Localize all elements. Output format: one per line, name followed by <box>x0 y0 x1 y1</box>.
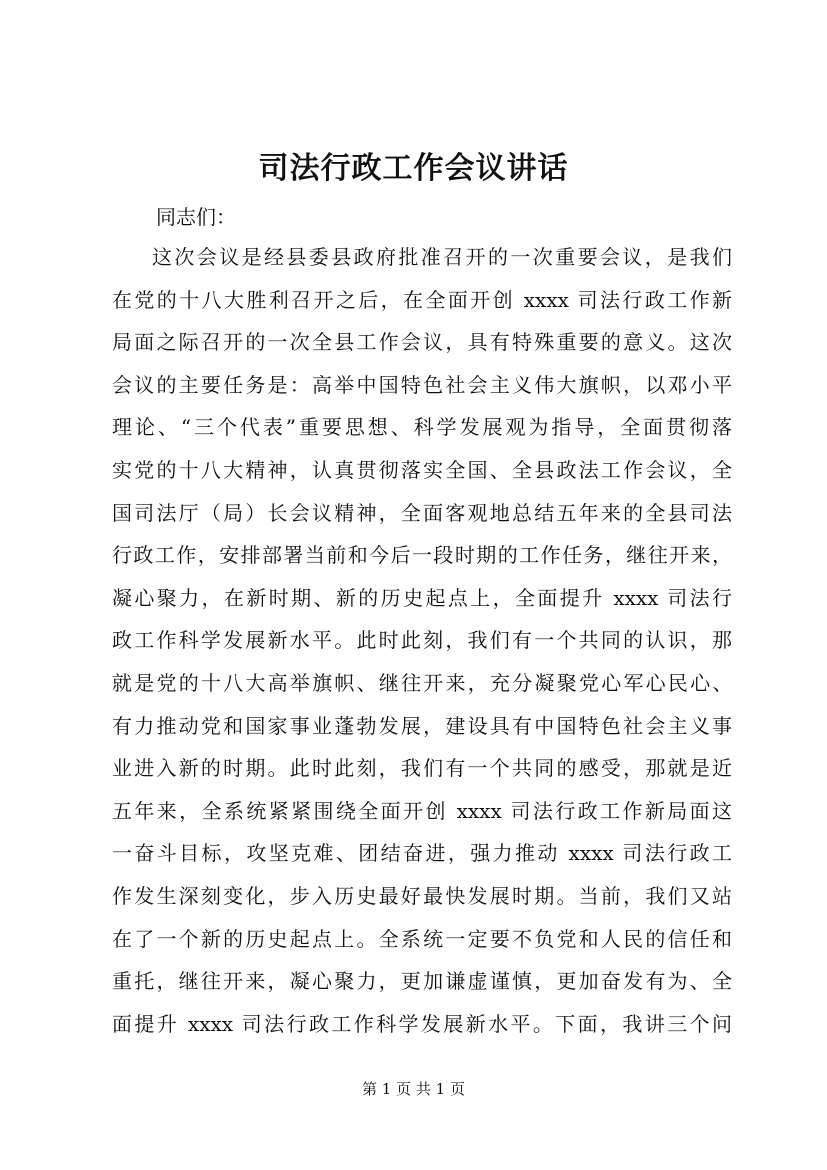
text-line: 实党的十八大精神，认真贯彻落实全国、全县政法工作会议，全 <box>112 457 732 482</box>
text-line: 作发生深刻变化，步入历史最好最快发展时期。当前，我们又站 <box>112 883 732 908</box>
text-line: 这次会议是经县委县政府批准召开的一次重要会议，是我们 <box>152 245 732 269</box>
text-line: 一奋斗目标，攻坚克难、团结奋进，强力推动 xxxx 司法行政工 <box>112 841 732 866</box>
text-line: 面提升 xxxx 司法行政工作科学发展新水平。下面，我讲三个问 <box>112 1011 732 1036</box>
text-line: 国司法厅（局）长会议精神，全面客观地总结五年来的全县司法 <box>112 500 732 525</box>
text-line: 政工作科学发展新水平。此时此刻，我们有一个共同的认识，那 <box>112 628 732 653</box>
salutation: 同志们： <box>156 205 236 229</box>
document-title: 司法行政工作会议讲话 <box>258 151 569 186</box>
text-line: 行政工作，安排部署当前和今后一段时期的工作任务，继往开来， <box>112 543 732 568</box>
text-line: 在了一个新的历史起点上。全系统一定要不负党和人民的信任和 <box>112 926 732 951</box>
text-line: 有力推动党和国家事业蓬勃发展，建设具有中国特色社会主义事 <box>112 713 732 738</box>
text-line: 在党的十八大胜利召开之后，在全面开创 xxxx 司法行政工作新 <box>112 287 732 312</box>
text-line: 理论、“三个代表”重要思想、科学发展观为指导，全面贯彻落 <box>112 415 732 440</box>
text-line: 局面之际召开的一次全县工作会议，具有特殊重要的意义。这次 <box>112 330 732 355</box>
body-paragraph <box>112 236 732 1045</box>
page-footer: 第 1 页 共 1 页 <box>362 1080 465 1098</box>
text-line: 五年来，全系统紧紧围绕全面开创 xxxx 司法行政工作新局面这 <box>112 798 732 823</box>
text-line: 重托，继往开来，凝心聚力，更加谦虚谨慎，更加奋发有为、全 <box>112 969 732 994</box>
text-line: 凝心聚力，在新时期、新的历史起点上，全面提升 xxxx 司法行 <box>112 585 732 610</box>
text-line: 就是党的十八大高举旗帜、继往开来，充分凝聚党心军心民心、 <box>112 670 732 695</box>
text-line: 业进入新的时期。此时此刻，我们有一个共同的感受，那就是近 <box>112 756 732 781</box>
text-line: 会议的主要任务是：高举中国特色社会主义伟大旗帜，以邓小平 <box>112 372 732 397</box>
